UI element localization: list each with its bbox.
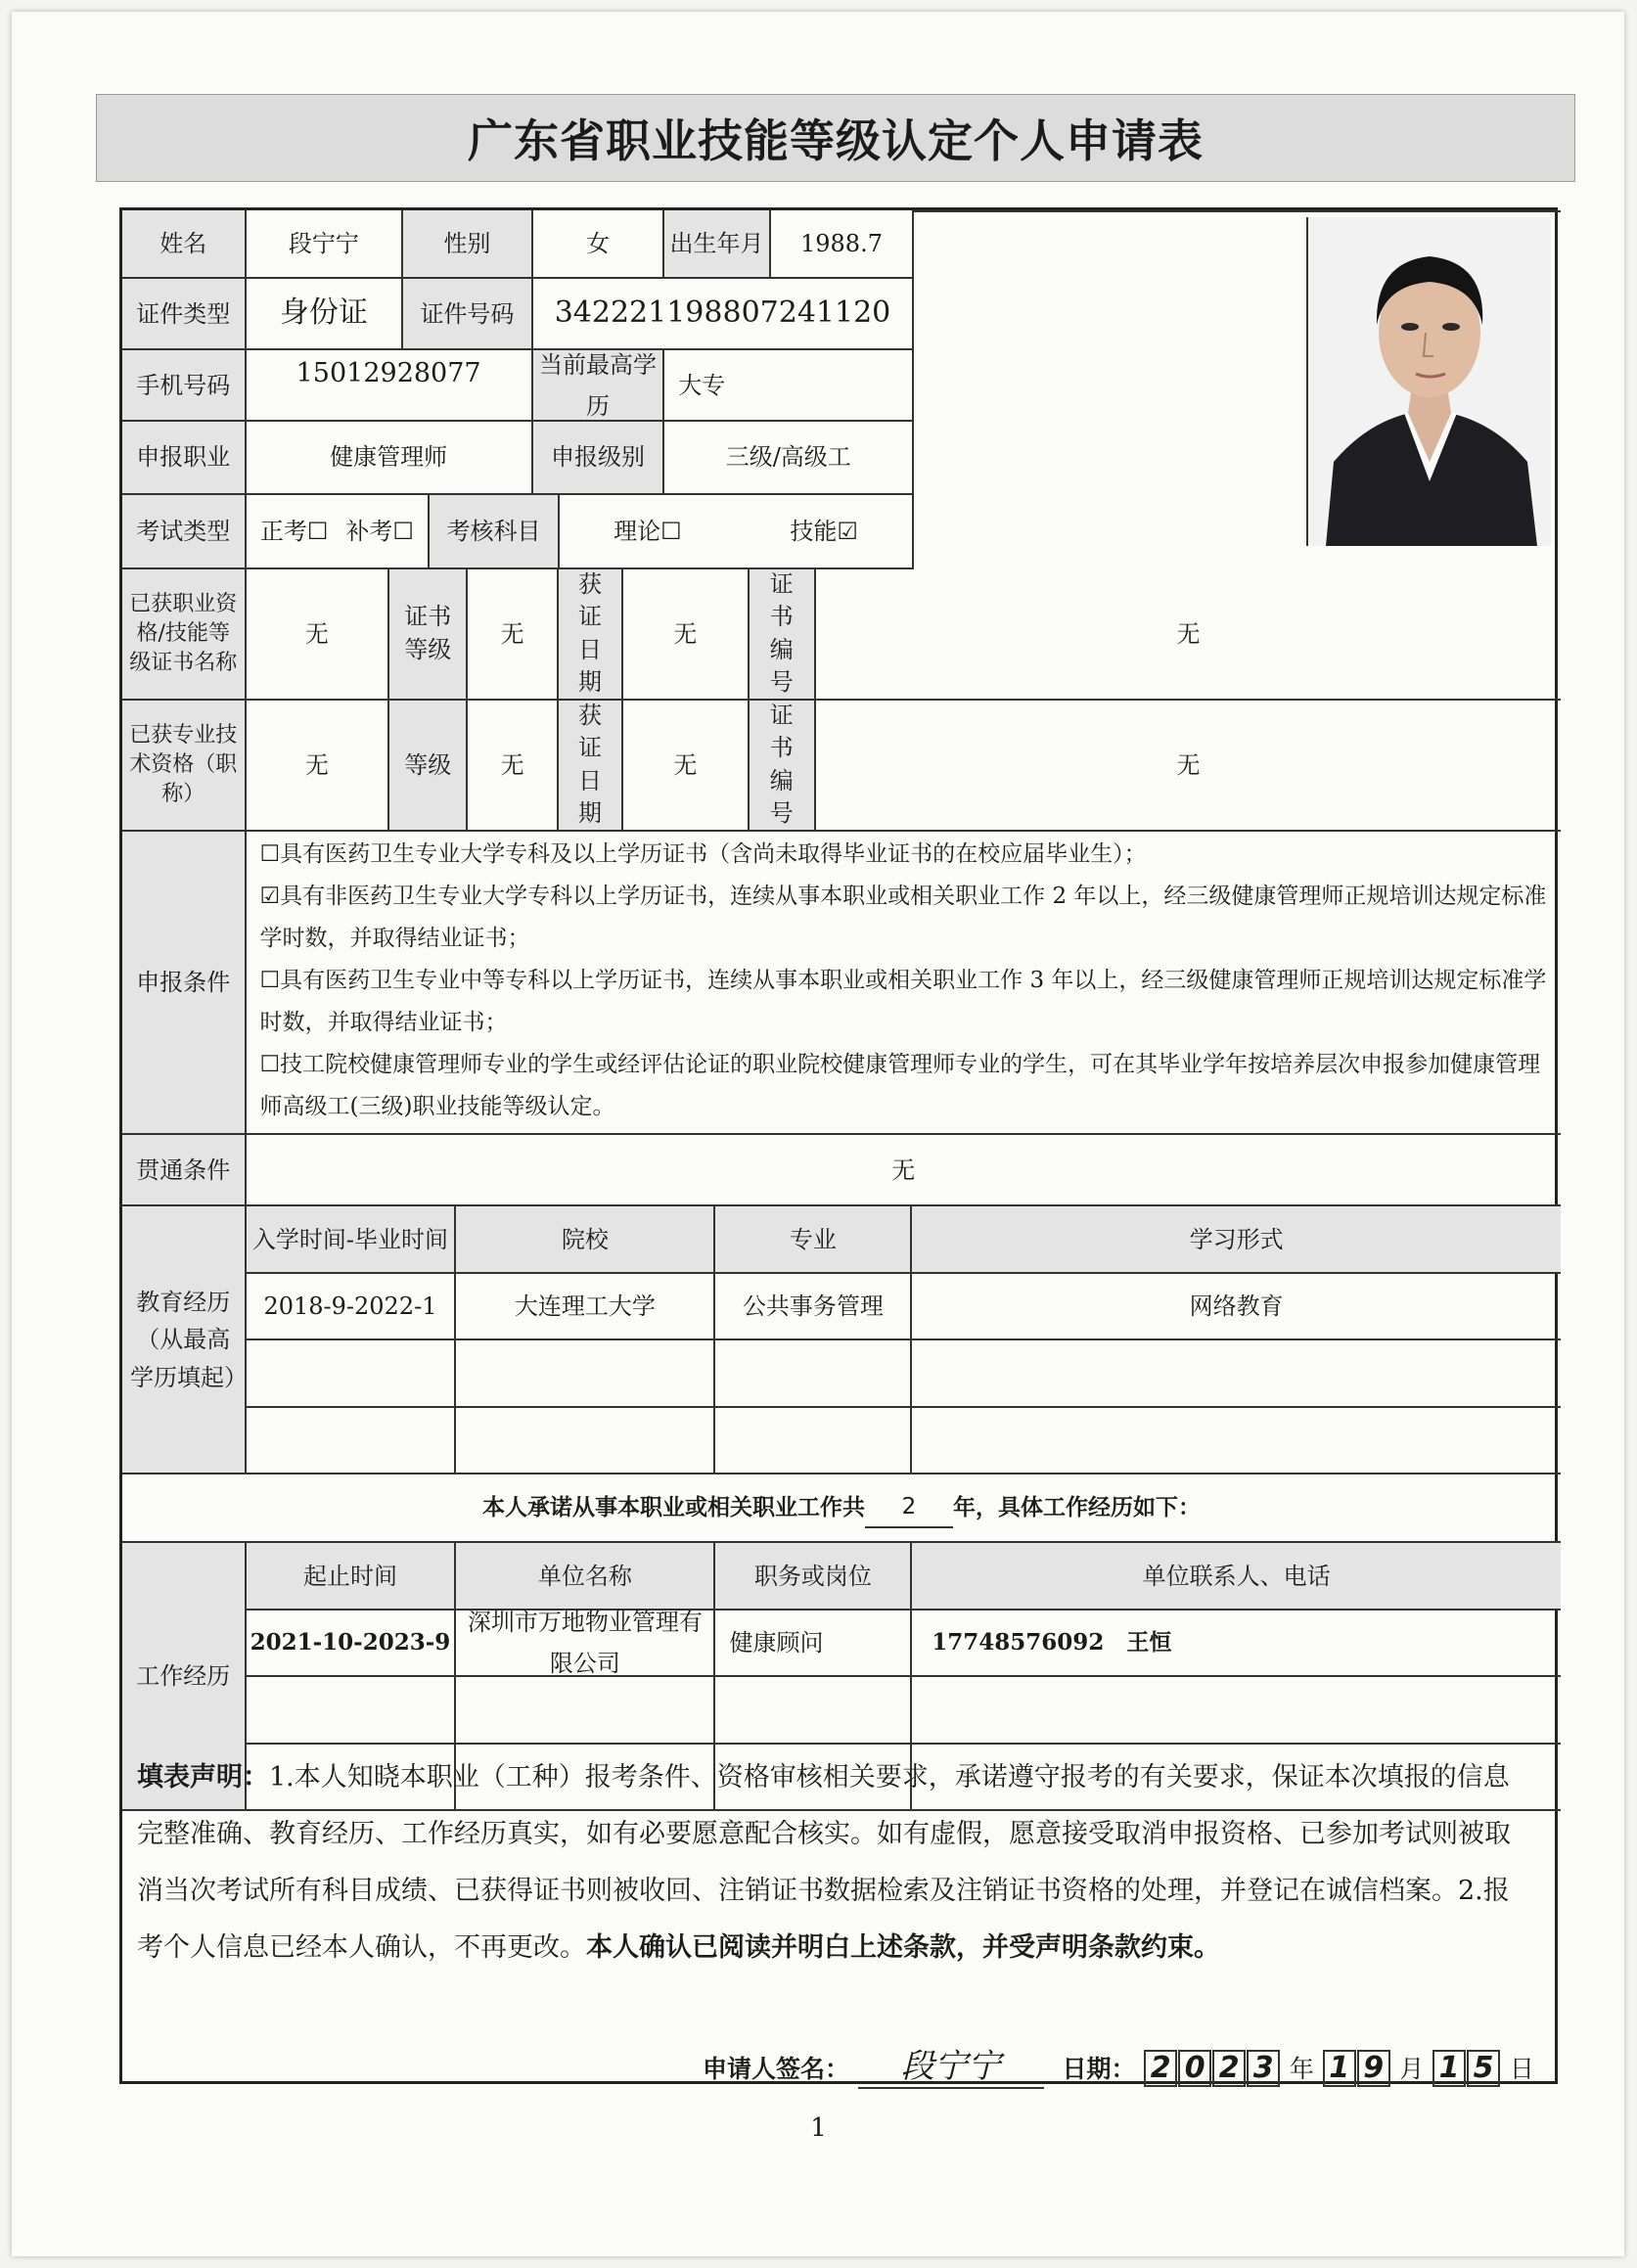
through-label: 贯通条件 [122,1135,247,1206]
form-title: 广东省职业技能等级认定个人申请表 [468,114,1204,167]
idno-value: 342221198807241120 [533,279,915,350]
declaration [137,1749,1526,1976]
edu-cell [912,1340,1561,1408]
year-digit[interactable]: 2 [1144,2050,1177,2087]
education-label: 教育经历（从最高学历填起） [122,1206,247,1474]
edu-cell [715,1340,912,1408]
edu-header-major: 专业 [715,1206,912,1274]
theory-checkbox[interactable]: 理论☐ [614,517,682,545]
edu-cell [247,1340,457,1408]
work-cell: 深圳市万地物业管理有限公司 [456,1610,715,1678]
professional-grade: 无 [468,701,558,832]
job-value: 健康管理师 [247,422,533,495]
birth-label: 出生年月 [664,210,770,279]
qualification-no: 无 [816,569,1561,701]
name-value: 段宁宁 [247,210,404,279]
form-title-bar [96,94,1575,182]
professional-no: 无 [816,701,1561,832]
exam-type-label: 考试类型 [122,495,247,569]
portrait-image [1308,217,1551,546]
day-digit[interactable]: 1 [1432,2050,1466,2087]
work-label: 工作经历 [122,1543,247,1811]
professional-title-label: 已获专业技术资格（职称） [122,701,247,832]
subject-label: 考核科目 [430,495,560,569]
condition-item-1[interactable]: ☐具有医药卫生专业大学专科及以上学历证书（含尚未取得毕业证书的在校应届毕业生）； [259,840,1147,867]
work-cell: 17748576092 王恒 [912,1610,1561,1678]
signature-field[interactable]: 段宁宁 [858,2039,1044,2089]
declaration-text: 1.本人知晓本职业（工种）报考条件、资格审核相关要求，承诺遵守报考的有关要求，保证本次填报的信息完整准确、教育经历、工作经历真实，如有必要愿意配合核实。如有虚假，愿意接受取消申报资格、已参加考试则被取消当次考试所有科目成绩、已获得证书则被收回、注销证书数据检索及注销证书资格的处理，并登记在诚信档案。2.报考个人信息已经本人确认，不再更改。 [137,1762,1511,1963]
professional-title-name: 无 [247,701,390,832]
edu-cell: 网络教育 [912,1274,1561,1341]
work-cell [715,1677,912,1745]
work-years: 2 [865,1487,953,1528]
professional-date-label: 获证日期 [559,701,623,832]
edu-cell [715,1408,912,1475]
professional-no-label: 证书编号 [750,701,816,832]
applicant-photo [1306,217,1551,546]
qualification-date-label: 获证日期 [559,569,623,701]
work-header-company: 单位名称 [456,1543,715,1610]
work-header-position: 职务或岗位 [715,1543,912,1610]
idno-label: 证件号码 [403,279,533,350]
exam-normal-checkbox[interactable]: 正考☐ [259,517,329,545]
phone-value: 15012928077 [247,350,533,422]
work-cell: 健康顾问 [715,1610,912,1678]
day-unit: 日 [1509,2055,1534,2083]
month-unit: 月 [1399,2055,1425,2083]
signature-row [703,2039,1534,2089]
condition-item-4[interactable]: ☐技工院校健康管理师专业的学生或经评估论证的职业院校健康管理师专业的学生，可在其毕业学年按培养层次申报参加健康管理师高级工(三级)职业技能等级认定。 [259,1051,1541,1119]
work-header-period: 起止时间 [247,1543,457,1610]
year-digit[interactable]: 0 [1178,2050,1211,2087]
edu-cell: 2018-9-2022-1 [247,1274,457,1341]
qualification-cert-name: 无 [247,569,390,701]
year-digit[interactable]: 2 [1212,2050,1246,2087]
qualification-no-label: 证书编号 [750,569,816,701]
work-cell [912,1677,1561,1745]
level-value: 三级/高级工 [664,422,914,495]
edu-header-period: 入学时间-毕业时间 [247,1206,457,1274]
qualification-date: 无 [623,569,750,701]
professional-grade-label: 等级 [389,701,468,832]
qualification-grade-label: 证书等级 [389,569,468,701]
declaration-label: 填表声明： [137,1762,269,1792]
edu-header-mode: 学习形式 [912,1206,1561,1274]
professional-date: 无 [623,701,750,832]
work-cell: 2021-10-2023-9 [247,1610,457,1678]
page-number: 1 [810,2113,827,2143]
name-label: 姓名 [122,210,247,279]
work-pledge-prefix: 本人承诺从事本职业或相关职业工作共 [482,1495,865,1521]
date-label: 日期： [1062,2055,1136,2083]
month-digit[interactable]: 9 [1357,2050,1390,2087]
signature-label: 申请人签名： [703,2055,850,2083]
edu-cell [912,1408,1561,1475]
through-value: 无 [247,1135,1561,1206]
year-digit[interactable]: 3 [1247,2050,1280,2087]
edu-cell: 大连理工大学 [456,1274,715,1341]
condition-item-2[interactable]: ☑具有非医药卫生专业大学专科以上学历证书，连续从事本职业或相关职业工作 2 年以上，经三级健康管理师正规培训达规定标准学时数，并取得结业证书； [259,883,1547,951]
declaration-bold: 本人确认已阅读并明白上述条款，并受声明条款约束。 [586,1932,1220,1963]
edu-cell [456,1408,715,1475]
conditions-label: 申报条件 [122,832,247,1136]
edu-cell [456,1340,715,1408]
job-label: 申报职业 [122,422,247,495]
work-cell [456,1677,715,1745]
qualification-cert-label: 已获职业资格/技能等级证书名称 [122,569,247,701]
work-header-contact: 单位联系人、电话 [912,1543,1561,1610]
phone-label: 手机号码 [122,350,247,422]
month-digit[interactable]: 1 [1323,2050,1356,2087]
education-level-label: 当前最高学历 [533,350,665,422]
conditions-list [247,832,1561,1128]
work-pledge [122,1474,1561,1543]
gender-label: 性别 [403,210,533,279]
exam-makeup-checkbox[interactable]: 补考☐ [345,517,414,545]
level-label: 申报级别 [533,422,665,495]
idtype-label: 证件类型 [122,279,247,350]
edu-cell [247,1408,457,1475]
subject-options [560,495,914,569]
day-digit[interactable]: 5 [1467,2050,1500,2087]
work-cell [247,1677,457,1745]
condition-item-3[interactable]: ☐具有医药卫生专业中等专科以上学历证书，连续从事本职业或相关职业工作 3 年以上，经三级健康管理师正规培训达规定标准学时数，并取得结业证书； [259,967,1547,1035]
exam-type-options [247,495,431,569]
birth-value: 1988.7 [771,210,915,279]
idtype-value: 身份证 [247,279,404,350]
work-pledge-suffix: 年，具体工作经历如下： [953,1495,1201,1521]
skill-checkbox[interactable]: 技能☑ [790,517,858,545]
year-unit: 年 [1289,2055,1314,2083]
edu-header-school: 院校 [456,1206,715,1274]
qualification-grade: 无 [468,569,558,701]
gender-value: 女 [533,210,665,279]
edu-cell: 公共事务管理 [715,1274,912,1341]
education-level-value: 大专 [664,350,914,422]
